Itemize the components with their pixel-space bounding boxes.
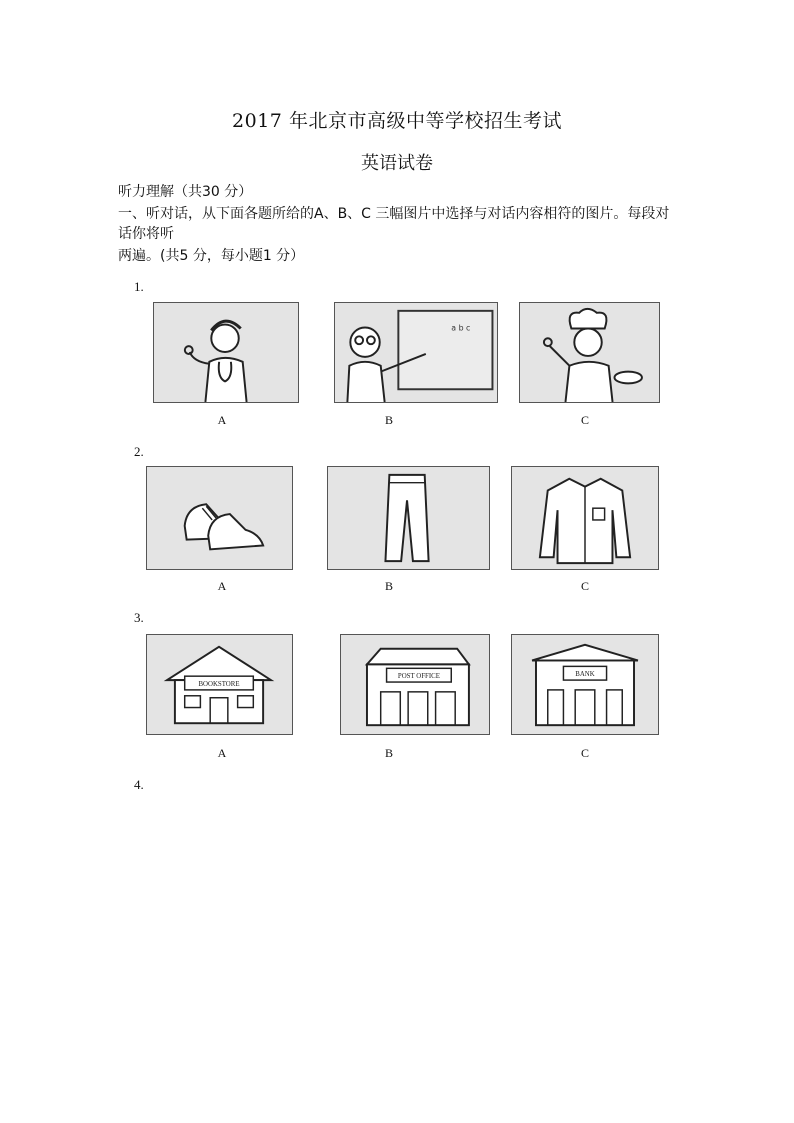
bank-sign: BANK bbox=[575, 671, 595, 679]
exam-subtitle: 英语试卷 bbox=[361, 153, 433, 174]
option-label: A bbox=[217, 413, 227, 427]
exam-title: 2017 年北京市高级中等学校招生考试 bbox=[232, 110, 562, 132]
picture-post-office bbox=[340, 634, 490, 735]
question-number: 2. bbox=[134, 444, 144, 459]
section-heading: 听力理解（共30 分） bbox=[118, 184, 253, 200]
question-number: 3. bbox=[134, 610, 144, 625]
question-number: 4. bbox=[134, 777, 144, 792]
option-label: C bbox=[580, 413, 589, 427]
picture-cook bbox=[519, 302, 660, 403]
picture-teacher bbox=[334, 302, 498, 403]
option-label: C bbox=[580, 746, 589, 760]
bookstore-sign: BOOKSTORE bbox=[198, 680, 240, 688]
option-label: A bbox=[217, 579, 227, 593]
option-label: C bbox=[580, 579, 589, 593]
option-label: B bbox=[384, 413, 393, 427]
picture-bookstore bbox=[146, 634, 293, 735]
instruction-line-2: 话你将听 bbox=[118, 226, 174, 242]
picture-trousers bbox=[327, 466, 490, 570]
question-number: 1. bbox=[134, 279, 144, 294]
option-label: B bbox=[384, 579, 393, 593]
picture-doctor bbox=[153, 302, 299, 403]
svg-text:a b c: a b c bbox=[451, 323, 471, 333]
option-label: B bbox=[384, 746, 393, 760]
picture-shirt bbox=[511, 466, 659, 570]
post-office-sign: POST OFFICE bbox=[397, 673, 440, 681]
picture-shoes bbox=[146, 466, 293, 570]
instruction-line-3: 两遍。(共5 分，每小题1 分） bbox=[118, 248, 305, 264]
instruction-line-1: 一、听对话，从下面各题所给的A、B、C 三幅图片中选择与对话内容相符的图片。每段对 bbox=[118, 206, 670, 222]
option-label: A bbox=[217, 746, 227, 760]
picture-bank bbox=[511, 634, 659, 735]
